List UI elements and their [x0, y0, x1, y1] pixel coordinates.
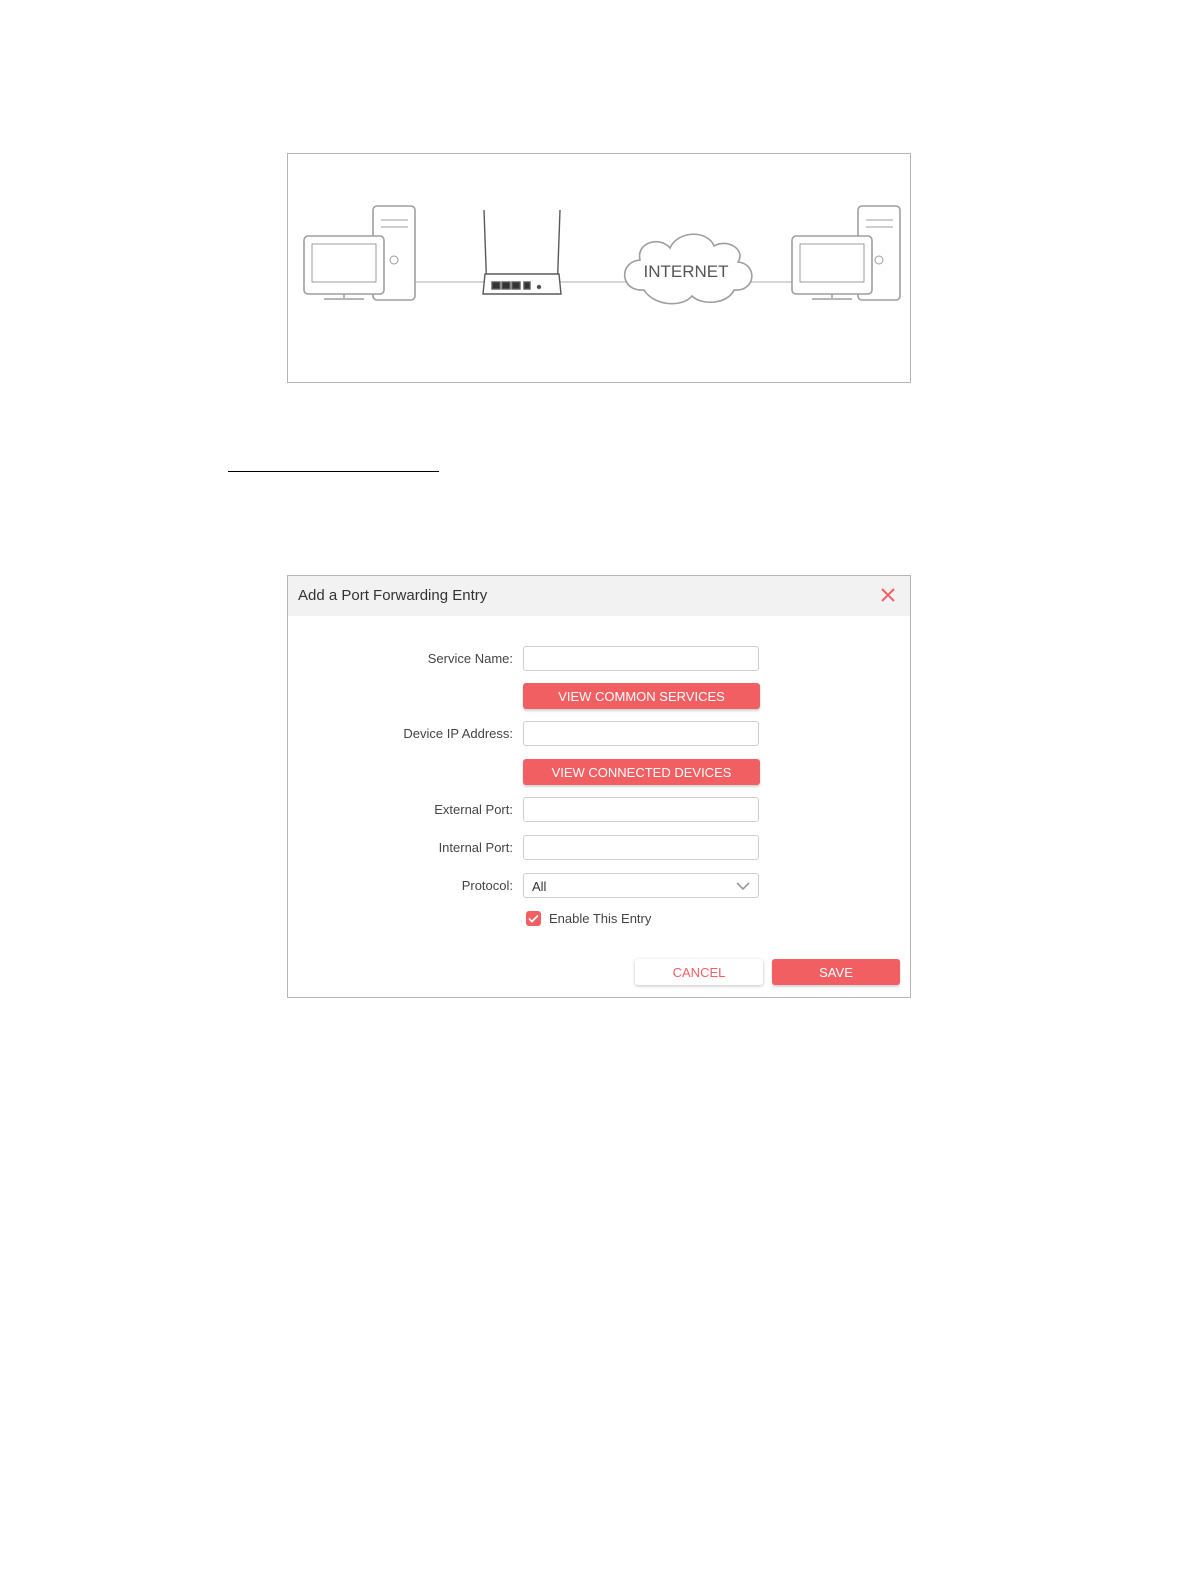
protocol-label: Protocol:: [461, 878, 513, 893]
protocol-select[interactable]: [523, 873, 759, 898]
network-diagram: [287, 153, 911, 383]
view-common-services-button[interactable]: VIEW COMMON SERVICES: [523, 683, 760, 709]
port-forwarding-dialog: [287, 575, 911, 998]
close-button[interactable]: [879, 586, 897, 604]
enable-entry-checkbox[interactable]: [526, 911, 541, 926]
checkmark-icon: [528, 914, 539, 923]
device-ip-input[interactable]: [523, 721, 759, 746]
dialog-header: [288, 576, 910, 616]
underline-rule: [228, 471, 439, 472]
enable-entry-label: Enable This Entry: [549, 911, 652, 926]
network-diagram-svg: [288, 154, 912, 384]
internet-label: INTERNET: [643, 262, 729, 281]
cancel-button[interactable]: CANCEL: [635, 959, 763, 985]
dialog-title: Add a Port Forwarding Entry: [298, 587, 488, 604]
service-name-input[interactable]: [523, 646, 759, 671]
device-ip-label: Device IP Address:: [403, 726, 513, 741]
external-port-label: External Port:: [434, 802, 513, 817]
chevron-down-icon: [736, 881, 750, 891]
remote-computer-icon: [792, 206, 900, 300]
service-name-label: Service Name:: [427, 651, 513, 666]
external-port-input[interactable]: [523, 797, 759, 822]
save-button[interactable]: SAVE: [772, 959, 900, 985]
router-icon: [483, 210, 561, 294]
internet-cloud-icon: [625, 234, 752, 303]
close-icon: [879, 586, 897, 604]
view-connected-devices-button[interactable]: VIEW CONNECTED DEVICES: [523, 759, 760, 785]
internal-port-input[interactable]: [523, 835, 759, 860]
internal-port-label: Internal Port:: [438, 840, 513, 855]
protocol-selected-value: All: [532, 879, 547, 894]
local-computer-icon: [304, 206, 415, 300]
